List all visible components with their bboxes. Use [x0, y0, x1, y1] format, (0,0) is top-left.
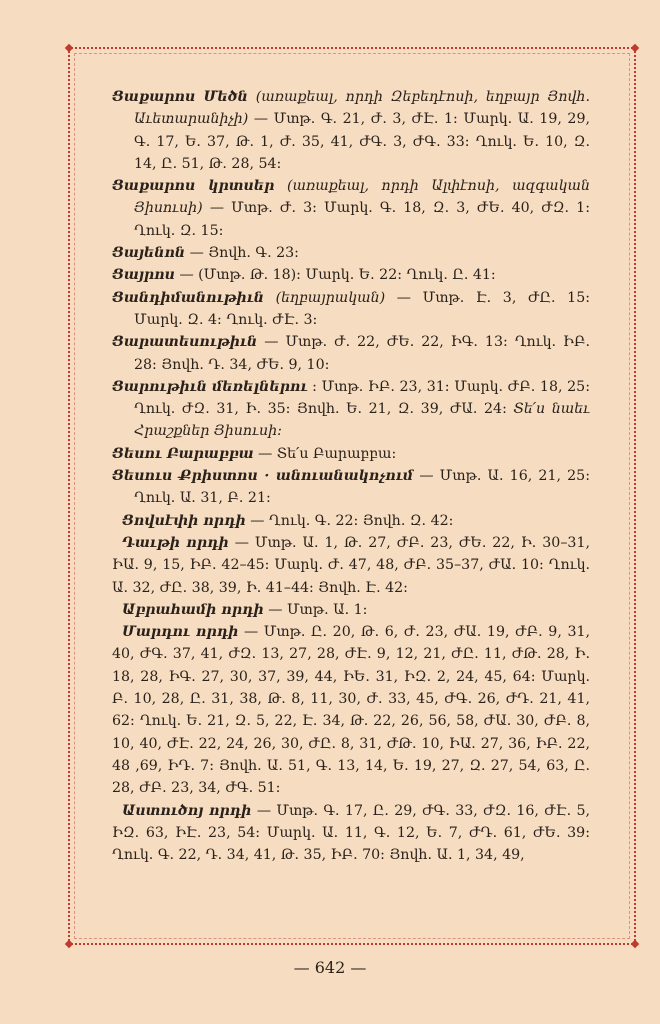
index-entry: [112, 599, 590, 621]
entry-references: — Մտթ. Գ. 21, Ժ. 3, ԺԷ. 1: Մարկ. Ա. 19, 29, Գ. 17, Ե. 37, Թ. 1, Ժ. 35, 41, ԺԳ. 3, ԺԳ. 33: Ղուկ. Ե. 10, Զ. 14, Ը. 51, Թ. 28, 54:: [134, 111, 590, 172]
border-corner-ornament: [631, 44, 639, 52]
page-number: — 642 —: [293, 958, 367, 977]
entry-headword: Ցանդիմանութիւն: [112, 289, 264, 306]
index-entry: [112, 264, 590, 286]
index-entry: [112, 287, 590, 332]
entry-references: — Մտթ. Ժ. 22, ԺԵ. 22, ԻԳ. 13: Ղուկ. ԻԲ. 28: Յովհ. Դ. 34, ԺԵ. 9, 10:: [134, 334, 590, 373]
index-text: [112, 86, 590, 866]
index-entry: [112, 331, 590, 376]
entry-headword: Ցարատեսութիւն: [112, 334, 258, 351]
entry-headword: Ցեսուս Քրիստոս · անուանակոչում: [112, 468, 414, 485]
entry-headword: Ցարութիւն մեռելներու: [112, 378, 308, 395]
entry-references: — Մտթ. Ա. 16, 21, 25: Ղուկ. Ա. 31, Բ. 21:: [134, 468, 590, 507]
entry-headword: Աբրահամի որդի: [122, 601, 264, 618]
index-entry: [112, 86, 590, 175]
index-entry: [112, 465, 590, 510]
entry-headword: Ցաքարոս կրտսեր: [112, 178, 275, 195]
index-entry: [112, 443, 590, 465]
entry-references: — Մտթ. Ը. 20, Թ. 6, Ժ. 23, ԺԱ. 19, ԺԲ. 9, 31, 40, ԺԳ. 37, 41, ԺԶ. 13, 27, 28, ԺԷ. 9, 12, 21, ԺԸ. 11, ԺԹ. 28, Ի. 18, 28, ԻԳ. 27, 30, 37, 39, 44, ԻԵ. 31, ԻԶ. 2, 24, 45, 64: Մարկ. Բ. 10, 28, Ը. 31, 38, Թ. 8, 11, 30, Ժ. 33, 45, ԺԳ. 26, ԺԴ. 21, 41, 62: Ղուկ. Ե. 21, Զ. 5, 22, Է. 34, Թ. 22, 26, 56, 58, ԺԱ. 30, ԺԲ. 8, 10, 40, ԺԷ. 22, 24, 26, 30, ԺԸ. 8, 31, ԺԹ. 10, ԻԱ. 27, 36, ԻԲ. 22, 48 ,69, ԻԴ. 7: Յովհ. Ա. 51, Գ. 13, 14, Ե. 19, 27, Զ. 27, 54, 63, Ը. 28, ԺԲ. 23, 34, ԺԳ. 51:: [112, 624, 591, 797]
entry-references: — Մտթ. Ա. 1:: [268, 601, 368, 618]
border-corner-ornament: [65, 940, 73, 948]
entry-references: — Մտթ. Ա. 1, Թ. 27, ԺԲ. 23, ԺԵ. 22, Ի. 30–31, ԻԱ. 9, 15, ԻԲ. 42–45: Մարկ. Ժ. 47, 48, ԺԲ. 35–37, ԺԱ. 10: Ղուկ. Ա. 32, ԺԸ. 38, 39, Ի. 41–44: Յովհ. Է. 42:: [112, 534, 590, 596]
border-corner-ornament: [631, 940, 639, 948]
index-entry: [112, 510, 590, 532]
entry-references: — Մտթ. Գ. 17, Ը. 29, ԺԳ. 33, ԺԶ. 16, ԺԷ. 5, ԻԶ. 63, ԻԷ. 23, 54: Մարկ. Ա. 11, Գ. 12, Ե. 7, ԺԴ. 61, ԺԵ. 39: Ղուկ. Գ. 22, Դ. 34, 41, Թ. 35, ԻԲ. 70: Յովհ. Ա. 1, 34, 49,: [112, 802, 591, 864]
entry-headword: Ցաքարոս Մեծն: [112, 89, 248, 105]
entry-note: (եղբայրական): [275, 289, 386, 306]
entry-headword: Դաւթի որդի: [122, 534, 229, 551]
entry-headword: Ցովսէփի որդի: [122, 512, 246, 529]
entry-references: — Ղուկ. Գ. 22: Յովհ. Զ. 42:: [250, 512, 454, 529]
index-entry: [112, 175, 590, 242]
entry-see-also: Տե՛ս նաեւ Հրաշքներ Յիսուսի:: [134, 401, 590, 440]
entry-references: — (Մտթ. Թ. 18): Մարկ. Ե. 22: Ղուկ. Ը. 41:: [179, 267, 496, 284]
index-entry: [112, 621, 590, 799]
entry-note: (առաքեալ, որդի Զեբեդէոսի, եղբայր Յովհ. Աւետարանիչի): [134, 89, 590, 128]
entry-headword: Ցայրոս: [112, 267, 175, 284]
index-entry: [112, 532, 590, 599]
entry-references: — Տե՛ս Բարաբբա:: [258, 445, 397, 462]
index-entry: [112, 800, 590, 867]
entry-note: (առաքեալ, որդի Ալփէոսի, ազգական Յիսուսի): [134, 178, 590, 217]
border-corner-ornament: [65, 44, 73, 52]
entry-references: — Մտթ. Ժ. 3: Մարկ. Գ. 18, Զ. 3, ԺԵ. 40, ԺԶ. 1: Ղուկ. Զ. 15:: [134, 200, 590, 239]
entry-headword: Ցայենոն: [112, 245, 186, 262]
entry-headword: Աստուծոյ որդի: [122, 802, 252, 819]
entry-headword: Ցեսու Բարաբբա: [112, 445, 254, 462]
index-entry: [112, 242, 590, 264]
entry-references: — Յովհ. Գ. 23:: [189, 245, 299, 262]
index-entry: [112, 376, 590, 443]
entry-headword: Մարդու որդի: [122, 624, 239, 641]
entry-references: — Մտթ. Է. 3, ԺԸ. 15: Մարկ. Զ. 4: Ղուկ. ԺԷ. 3:: [134, 289, 590, 328]
entry-references: : Մտթ. ԻԲ. 23, 31: Մարկ. ԺԲ. 18, 25: Ղուկ. ԺԶ. 31, Ի. 35: Յովհ. Ե. 21, Զ. 39, ԺԱ. 24:: [134, 378, 590, 418]
